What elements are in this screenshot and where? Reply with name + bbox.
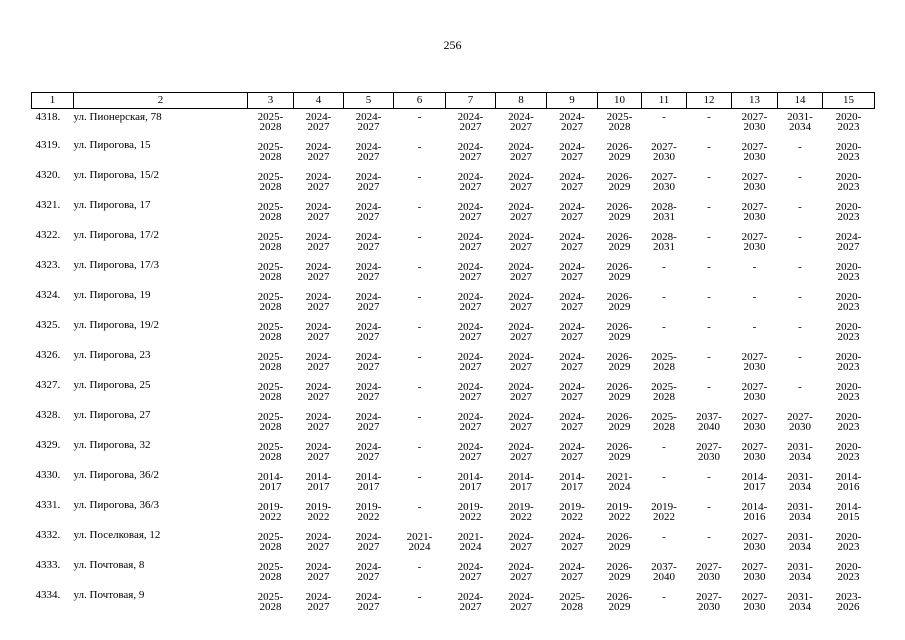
table-row <box>32 320 875 350</box>
table-cell: - <box>798 141 802 153</box>
table-cell: 2024- 2027 <box>355 591 382 613</box>
table-cell: 2024- 2027 <box>508 201 534 223</box>
table-cell: - <box>417 381 422 393</box>
table-cell: - <box>707 291 711 303</box>
table-cell: 2020- 2023 <box>835 201 862 223</box>
column-header-7: 7 <box>446 93 496 109</box>
table-cell: 2024- 2027 <box>305 201 332 223</box>
table-cell: - <box>417 261 422 273</box>
row-address: ул. Пирогова, 15 <box>73 139 151 151</box>
table-cell: 2024- 2027 <box>355 381 382 403</box>
table-cell: 2020- 2023 <box>835 321 862 343</box>
row-address: ул. Пирогова, 32 <box>73 439 151 451</box>
table-cell: - <box>417 561 422 573</box>
table-row <box>32 530 875 560</box>
table-cell: 2025- 2028 <box>257 351 284 373</box>
table-cell: 2024- 2027 <box>355 291 382 313</box>
table-cell: 2027- 2030 <box>741 591 768 613</box>
table-cell: - <box>707 261 711 273</box>
table-cell: - <box>417 171 422 183</box>
table-cell: 2025- 2028 <box>257 591 284 613</box>
table-cell: 2024- 2027 <box>457 351 484 373</box>
table-cell: 2024- 2027 <box>508 291 534 313</box>
row-address: ул. Пирогова, 17/3 <box>73 259 160 271</box>
table-cell: 2014- 2016 <box>741 501 768 523</box>
table-cell: 2027- 2030 <box>787 411 813 433</box>
row-number: 4323. <box>35 259 61 271</box>
table-cell: - <box>707 231 711 243</box>
table-row <box>32 350 875 380</box>
table-cell: 2026- 2029 <box>606 591 633 613</box>
row-address: ул. Пирогова, 27 <box>73 409 151 421</box>
table-cell: 2021- 2024 <box>406 531 433 553</box>
table-cell: 2026- 2029 <box>606 201 633 223</box>
table-cell: 2024- 2027 <box>305 381 332 403</box>
table-cell: - <box>662 471 666 483</box>
table-cell: 2024- 2027 <box>559 111 585 133</box>
table-cell: 2024- 2027 <box>559 141 585 163</box>
row-number: 4319. <box>35 139 61 151</box>
row-address: ул. Пирогова, 19 <box>73 289 151 301</box>
table-cell: 2020- 2023 <box>835 381 862 403</box>
row-number: 4327. <box>35 379 61 391</box>
table-cell: 2025- 2028 <box>257 171 284 193</box>
table-row <box>32 470 875 500</box>
table-cell: 2026- 2029 <box>606 231 633 253</box>
table-cell: 2024- 2027 <box>305 231 332 253</box>
row-number: 4326. <box>35 349 61 361</box>
table-cell: 2020- 2023 <box>835 531 862 553</box>
table-body <box>32 109 875 621</box>
table-cell: 2024- 2027 <box>355 201 382 223</box>
table-row <box>32 500 875 530</box>
row-address: ул. Пирогова, 25 <box>73 379 151 391</box>
table-cell: 2025- 2028 <box>257 441 284 463</box>
table-cell: 2020- 2023 <box>835 141 862 163</box>
row-number: 4332. <box>35 529 61 541</box>
table-cell: 2024- 2027 <box>355 261 382 283</box>
table-cell: 2025- 2028 <box>651 411 677 433</box>
table-cell: 2024- 2027 <box>559 321 585 343</box>
table-cell: 2026- 2029 <box>606 381 633 403</box>
table-cell: - <box>752 321 757 333</box>
table-cell: 2019- 2022 <box>559 501 585 523</box>
table-cell: 2024- 2027 <box>508 351 534 373</box>
table-cell: 2024- 2027 <box>508 531 534 553</box>
table-cell: 2027- 2030 <box>696 561 722 583</box>
table-cell: - <box>798 171 802 183</box>
table-row <box>32 560 875 590</box>
table-cell: - <box>662 261 666 273</box>
table-cell: 2024- 2027 <box>559 531 585 553</box>
table-cell: 2025- 2028 <box>257 411 284 433</box>
table-cell: - <box>798 231 802 243</box>
table-cell: 2024- 2027 <box>305 411 332 433</box>
table-cell: 2031- 2034 <box>787 111 813 133</box>
table-cell: - <box>417 141 422 153</box>
table-cell: 2025- 2028 <box>559 591 585 613</box>
column-header-5: 5 <box>344 93 394 109</box>
table-cell: 2024- 2027 <box>559 231 585 253</box>
column-header-14: 14 <box>778 93 823 109</box>
table-cell: 2024- 2027 <box>355 531 382 553</box>
table-cell: - <box>662 291 666 303</box>
row-address: ул. Пионерская, 78 <box>73 111 162 123</box>
table-cell: 2019- 2022 <box>457 501 484 523</box>
table-cell: 2019- 2022 <box>355 501 382 523</box>
table-cell: 2026- 2029 <box>606 531 633 553</box>
table-cell: 2025- 2028 <box>257 261 284 283</box>
table-row <box>32 290 875 320</box>
table-row <box>32 590 875 620</box>
table-row <box>32 410 875 440</box>
table-cell: - <box>707 201 711 213</box>
table-cell: - <box>417 501 422 513</box>
row-address: ул. Пирогова, 17 <box>73 199 151 211</box>
table-cell: 2025- 2028 <box>257 531 284 553</box>
table-cell: - <box>417 411 422 423</box>
table-cell: 2027- 2030 <box>696 591 722 613</box>
row-number: 4318. <box>35 111 61 123</box>
table-cell: 2024- 2027 <box>355 561 382 583</box>
table-cell: 2021- 2024 <box>606 471 633 493</box>
column-header-1: 1 <box>32 93 74 109</box>
table-cell: 2024- 2027 <box>559 381 585 403</box>
table-row <box>32 230 875 260</box>
table-cell: 2027- 2030 <box>741 561 768 583</box>
table-cell: 2024- 2027 <box>508 171 534 193</box>
row-number: 4320. <box>35 169 61 181</box>
column-header-6: 6 <box>394 93 446 109</box>
table-cell: - <box>417 201 422 213</box>
table-cell: 2019- 2022 <box>651 501 677 523</box>
table-cell: 2024- 2027 <box>305 141 332 163</box>
table-cell: 2026- 2029 <box>606 351 633 373</box>
table-cell: - <box>662 531 666 543</box>
table-cell: 2020- 2023 <box>835 411 862 433</box>
table-cell: 2024- 2027 <box>559 291 585 313</box>
column-header-9: 9 <box>547 93 598 109</box>
row-number: 4325. <box>35 319 61 331</box>
table-cell: 2024- 2027 <box>457 291 484 313</box>
table-cell: - <box>417 441 422 453</box>
table-cell: 2026- 2029 <box>606 411 633 433</box>
table-cell: 2027- 2030 <box>741 111 768 133</box>
column-header-4: 4 <box>294 93 344 109</box>
table-cell: 2024- 2027 <box>559 261 585 283</box>
table-cell: 2024- 2027 <box>559 351 585 373</box>
row-address: ул. Почтовая, 8 <box>73 559 145 571</box>
table-cell: 2020- 2023 <box>835 171 862 193</box>
table-cell: - <box>798 321 802 333</box>
table-cell: 2027- 2030 <box>651 141 677 163</box>
table-cell: 2027- 2030 <box>741 381 768 403</box>
row-address: ул. Пирогова, 23 <box>73 349 151 361</box>
row-number: 4333. <box>35 559 61 571</box>
column-header-12: 12 <box>687 93 732 109</box>
table-cell: 2025- 2028 <box>257 291 284 313</box>
table-cell: 2024- 2027 <box>508 261 534 283</box>
table-cell: 2020- 2023 <box>835 441 862 463</box>
table-cell: 2027- 2030 <box>696 441 722 463</box>
table-cell: 2027- 2030 <box>741 441 768 463</box>
table-cell: 2025- 2028 <box>257 381 284 403</box>
table-cell: - <box>752 261 757 273</box>
row-number: 4321. <box>35 199 61 211</box>
table-cell: - <box>417 231 422 243</box>
table-cell: 2024- 2027 <box>305 561 332 583</box>
table-cell: 2024- 2027 <box>508 231 534 253</box>
table-cell: - <box>417 291 422 303</box>
table-cell: 2019- 2022 <box>606 501 633 523</box>
table-cell: - <box>662 441 666 453</box>
row-address: ул. Почтовая, 9 <box>73 589 145 601</box>
table-cell: 2025- 2028 <box>651 381 677 403</box>
table-cell: 2024- 2027 <box>305 111 332 133</box>
table-cell: 2027- 2030 <box>651 171 677 193</box>
page-number: 256 <box>443 38 462 52</box>
table-cell: 2024- 2027 <box>355 141 382 163</box>
table-cell: 2024- 2027 <box>508 441 534 463</box>
table-cell: 2020- 2023 <box>835 111 862 133</box>
table-cell: - <box>798 381 802 393</box>
table-cell: 2037- 2040 <box>651 561 677 583</box>
row-address: ул. Пирогова, 15/2 <box>73 169 160 181</box>
table-cell: 2027- 2030 <box>741 201 768 223</box>
table-cell: 2024- 2027 <box>508 411 534 433</box>
table-cell: 2027- 2030 <box>741 411 768 433</box>
table-cell: 2024- 2027 <box>508 561 534 583</box>
row-address: ул. Пирогова, 36/3 <box>73 499 160 511</box>
table-cell: 2025- 2028 <box>257 201 284 223</box>
table-cell: 2014- 2015 <box>835 501 862 523</box>
table-cell: 2024- 2027 <box>835 231 862 253</box>
table-cell: 2024- 2027 <box>559 411 585 433</box>
table-cell: 2024- 2027 <box>355 411 382 433</box>
table-cell: 2024- 2027 <box>305 291 332 313</box>
table-cell: 2024- 2027 <box>305 321 332 343</box>
table-cell: 2024- 2027 <box>457 381 484 403</box>
table-cell: - <box>417 111 422 123</box>
table-cell: 2024- 2027 <box>457 231 484 253</box>
table-cell: 2019- 2022 <box>508 501 534 523</box>
table-cell: 2026- 2029 <box>606 261 633 283</box>
table-row <box>32 170 875 200</box>
table-cell: 2027- 2030 <box>741 171 768 193</box>
table-cell: 2020- 2023 <box>835 561 862 583</box>
table-cell: 2024- 2027 <box>457 561 484 583</box>
table-cell: 2021- 2024 <box>457 531 484 553</box>
table-cell: 2028- 2031 <box>651 231 677 253</box>
table-cell: 2014- 2017 <box>741 471 768 493</box>
table-cell: 2031- 2034 <box>787 501 813 523</box>
table-cell: 2024- 2027 <box>508 141 534 163</box>
table-cell: 2024- 2027 <box>457 201 484 223</box>
table-header-row <box>32 93 875 109</box>
table-cell: - <box>662 321 666 333</box>
table-cell: 2031- 2034 <box>787 471 813 493</box>
table-row <box>32 440 875 470</box>
table-cell: - <box>798 201 802 213</box>
table-cell: - <box>417 321 422 333</box>
table-row <box>32 200 875 230</box>
column-header-2: 2 <box>74 93 248 109</box>
table-cell: 2025- 2028 <box>257 561 284 583</box>
row-number: 4330. <box>35 469 61 481</box>
table-cell: 2023- 2026 <box>835 591 862 613</box>
table-cell: - <box>417 471 422 483</box>
table-cell: - <box>707 111 711 123</box>
table-cell: 2014- 2017 <box>508 471 534 493</box>
table-cell: 2020- 2023 <box>835 261 862 283</box>
table-cell: 2024- 2027 <box>559 201 585 223</box>
table-cell: 2024- 2027 <box>355 441 382 463</box>
row-address: ул. Пирогова, 36/2 <box>73 469 160 481</box>
row-address: ул. Пирогова, 17/2 <box>73 229 160 241</box>
schedule-table <box>31 92 875 620</box>
column-header-8: 8 <box>496 93 547 109</box>
table-cell: 2024- 2027 <box>559 171 585 193</box>
table-cell: 2031- 2034 <box>787 591 813 613</box>
table-cell: 2024- 2027 <box>355 171 382 193</box>
table-cell: 2027- 2030 <box>741 141 768 163</box>
table-cell: - <box>798 351 802 363</box>
table-cell: 2026- 2029 <box>606 171 633 193</box>
table-cell: 2024- 2027 <box>355 321 382 343</box>
table-cell: 2024- 2027 <box>305 261 332 283</box>
table-cell: - <box>707 321 711 333</box>
table-cell: - <box>707 531 711 543</box>
table-cell: 2028- 2031 <box>651 201 677 223</box>
table-cell: 2026- 2029 <box>606 441 633 463</box>
table-cell: 2024- 2027 <box>457 411 484 433</box>
table-row <box>32 109 875 141</box>
table-cell: - <box>707 471 711 483</box>
table-cell: 2024- 2027 <box>559 441 585 463</box>
table-cell: 2025- 2028 <box>257 141 284 163</box>
table-cell: 2024- 2027 <box>559 561 585 583</box>
table-cell: 2020- 2023 <box>835 351 862 373</box>
row-address: ул. Пирогова, 19/2 <box>73 319 160 331</box>
table-cell: 2031- 2034 <box>787 441 813 463</box>
table-cell: 2024- 2027 <box>508 111 534 133</box>
table-cell: 2031- 2034 <box>787 561 813 583</box>
table-cell: 2025- 2028 <box>257 111 284 133</box>
table-cell: - <box>752 291 757 303</box>
table-cell: 2027- 2030 <box>741 531 768 553</box>
table-cell: - <box>798 291 802 303</box>
table-cell: 2025- 2028 <box>606 111 633 133</box>
table-cell: 2025- 2028 <box>257 231 284 253</box>
table-cell: 2024- 2027 <box>457 171 484 193</box>
table-cell: 2024- 2027 <box>355 351 382 373</box>
table-cell: - <box>707 141 711 153</box>
table-cell: 2024- 2027 <box>305 441 332 463</box>
table-row <box>32 140 875 170</box>
table-cell: 2024- 2027 <box>508 321 534 343</box>
table-cell: 2014- 2017 <box>355 471 382 493</box>
table-cell: 2024- 2027 <box>457 261 484 283</box>
table-cell: 2019- 2022 <box>305 501 332 523</box>
table-cell: 2024- 2027 <box>305 351 332 373</box>
table-cell: - <box>417 591 422 603</box>
table-cell: 2024- 2027 <box>457 141 484 163</box>
row-number: 4322. <box>35 229 61 241</box>
column-header-15: 15 <box>823 93 875 109</box>
table-cell: 2024- 2027 <box>355 111 382 133</box>
table-cell: 2014- 2016 <box>835 471 862 493</box>
table-cell: 2027- 2030 <box>741 351 768 373</box>
table-row <box>32 380 875 410</box>
column-header-3: 3 <box>248 93 294 109</box>
table-cell: 2020- 2023 <box>835 291 862 313</box>
table-cell: 2024- 2027 <box>508 591 534 613</box>
table-cell: 2024- 2027 <box>305 591 332 613</box>
row-address: ул. Поселковая, 12 <box>73 529 161 541</box>
row-number: 4328. <box>35 409 61 421</box>
table-cell: 2027- 2030 <box>741 231 768 253</box>
table-cell: 2014- 2017 <box>457 471 484 493</box>
table-cell: 2024- 2027 <box>355 231 382 253</box>
table-row <box>32 260 875 290</box>
table-cell: 2024- 2027 <box>457 111 484 133</box>
column-header-10: 10 <box>598 93 642 109</box>
table-cell: - <box>707 171 711 183</box>
table-cell: 2031- 2034 <box>787 531 813 553</box>
table-cell: 2024- 2027 <box>305 171 332 193</box>
table-cell: - <box>707 501 711 513</box>
table-cell: - <box>707 381 711 393</box>
table-cell: - <box>662 591 666 603</box>
table-cell: - <box>417 351 422 363</box>
row-number: 4334. <box>35 589 61 601</box>
table-cell: - <box>798 261 802 273</box>
column-header-13: 13 <box>732 93 778 109</box>
table-cell: 2025- 2028 <box>257 321 284 343</box>
table-cell: - <box>707 351 711 363</box>
table-cell: 2024- 2027 <box>457 591 484 613</box>
table-cell: 2026- 2029 <box>606 141 633 163</box>
table-cell: 2014- 2017 <box>257 471 284 493</box>
row-number: 4331. <box>35 499 61 511</box>
table-cell: 2014- 2017 <box>559 471 585 493</box>
table-cell: 2026- 2029 <box>606 291 633 313</box>
table-cell: - <box>662 111 666 123</box>
table-cell: 2024- 2027 <box>508 381 534 403</box>
table-cell: 2024- 2027 <box>457 441 484 463</box>
table-cell: 2026- 2029 <box>606 321 633 343</box>
table-cell: 2025- 2028 <box>651 351 677 373</box>
row-number: 4324. <box>35 289 61 301</box>
table-cell: 2024- 2027 <box>305 531 332 553</box>
table-cell: 2014- 2017 <box>305 471 332 493</box>
table-cell: 2019- 2022 <box>257 501 284 523</box>
table-cell: 2037- 2040 <box>696 411 722 433</box>
table-cell: 2026- 2029 <box>606 561 633 583</box>
row-number: 4329. <box>35 439 61 451</box>
column-header-11: 11 <box>642 93 687 109</box>
table-cell: 2024- 2027 <box>457 321 484 343</box>
